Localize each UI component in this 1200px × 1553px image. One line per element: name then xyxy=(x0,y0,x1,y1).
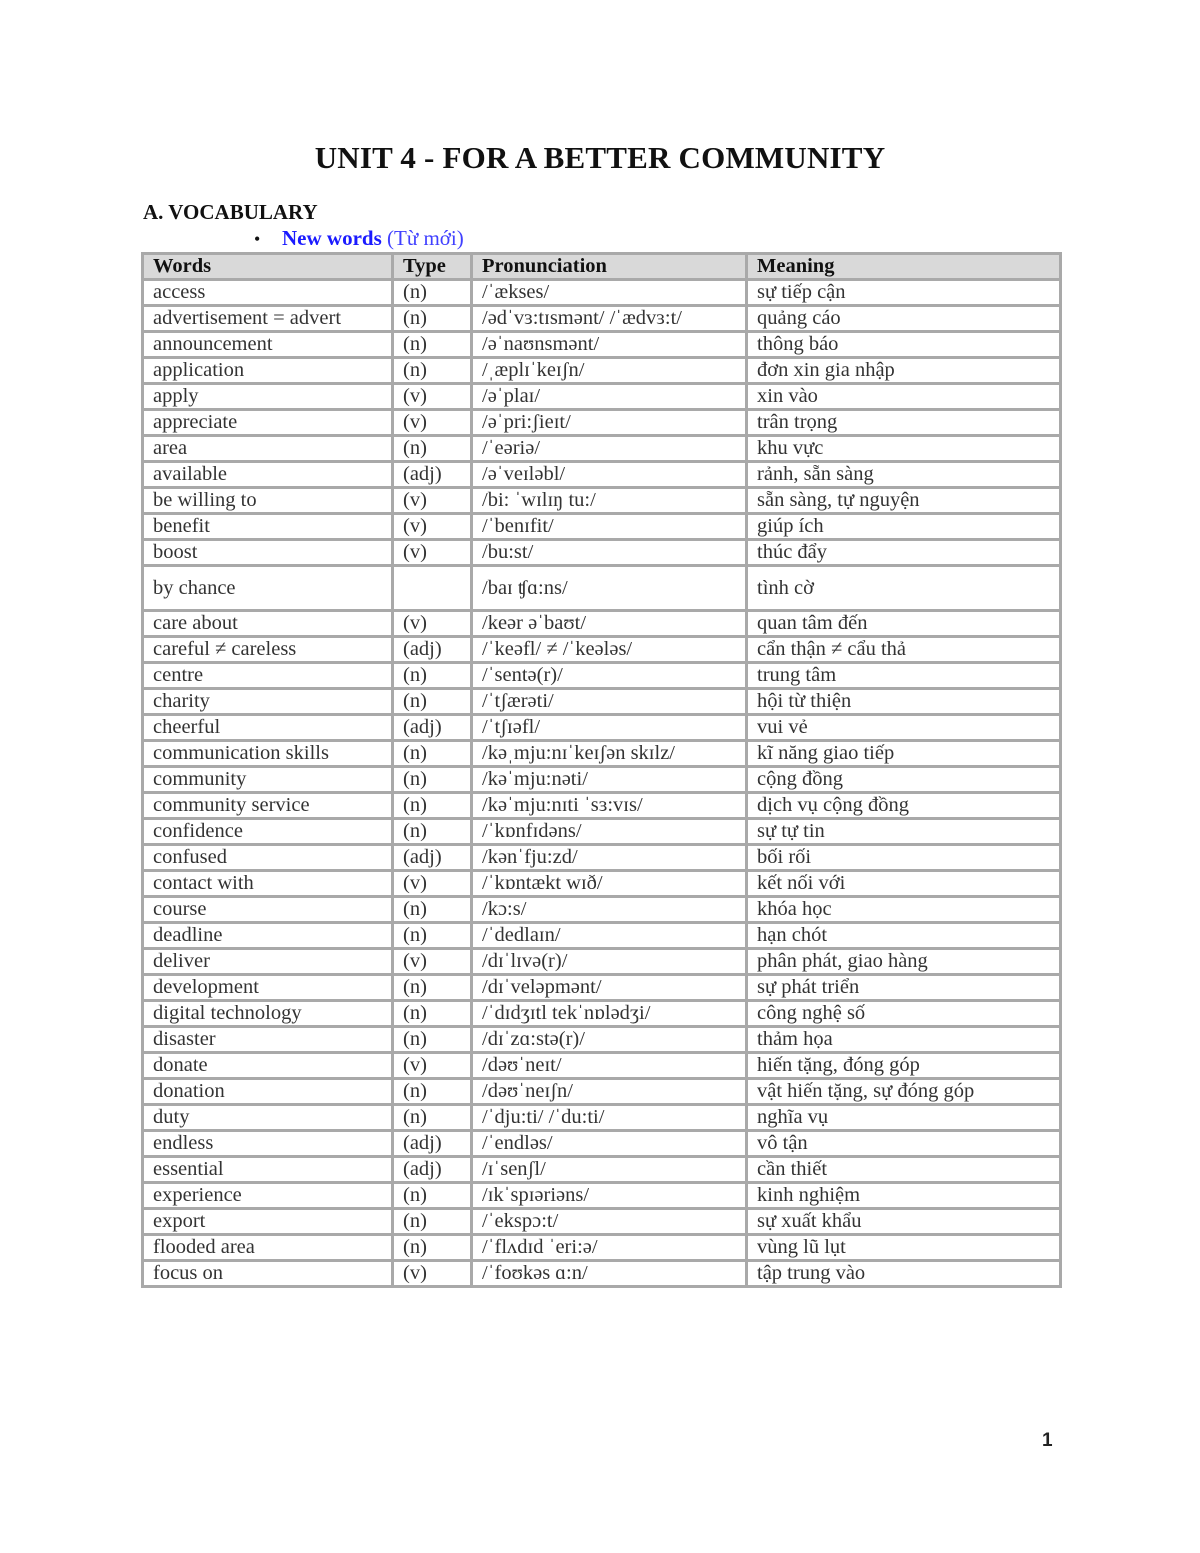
pronunciation-cell: /ˈdɪdʒɪtl tekˈnɒlədʒi/ xyxy=(472,1001,747,1027)
table-row xyxy=(143,384,1061,410)
table-row xyxy=(143,1209,1061,1235)
meaning-cell: thúc đẩy xyxy=(747,540,1061,566)
meaning-cell: đơn xin gia nhập xyxy=(747,358,1061,384)
pronunciation-cell: /ˈækses/ xyxy=(472,280,747,306)
meaning-cell: dịch vụ cộng đồng xyxy=(747,793,1061,819)
meaning-cell: cộng đồng xyxy=(747,767,1061,793)
word-cell: community service xyxy=(143,793,393,819)
word-cell: application xyxy=(143,358,393,384)
word-cell: benefit xyxy=(143,514,393,540)
pronunciation-cell: /bi: ˈwɪlɪŋ tu:/ xyxy=(472,488,747,514)
meaning-cell: kĩ năng giao tiếp xyxy=(747,741,1061,767)
bullet-icon: • xyxy=(254,229,261,249)
meaning-cell: vui vẻ xyxy=(747,715,1061,741)
table-row xyxy=(143,1027,1061,1053)
pronunciation-cell: /dəʊˈneɪt/ xyxy=(472,1053,747,1079)
word-cell: be willing to xyxy=(143,488,393,514)
pronunciation-cell: /ˈtʃærəti/ xyxy=(472,689,747,715)
word-cell: donate xyxy=(143,1053,393,1079)
pronunciation-cell: /dəʊˈneɪʃn/ xyxy=(472,1079,747,1105)
type-cell: (v) xyxy=(393,871,472,897)
word-cell: export xyxy=(143,1209,393,1235)
word-cell: apply xyxy=(143,384,393,410)
pronunciation-cell: /dɪˈlɪvə(r)/ xyxy=(472,949,747,975)
type-cell: (n) xyxy=(393,767,472,793)
meaning-cell: bối rối xyxy=(747,845,1061,871)
pronunciation-cell: /kəˈmju:nəti/ xyxy=(472,767,747,793)
pronunciation-cell: /əˈplaɪ/ xyxy=(472,384,747,410)
pronunciation-cell: /ˈflʌdɪd ˈeri:ə/ xyxy=(472,1235,747,1261)
table-row xyxy=(143,280,1061,306)
pronunciation-cell: /ˈbenɪfit/ xyxy=(472,514,747,540)
word-cell: development xyxy=(143,975,393,1001)
word-cell: course xyxy=(143,897,393,923)
type-cell: (adj) xyxy=(393,1157,472,1183)
pronunciation-cell: /ˈendləs/ xyxy=(472,1131,747,1157)
meaning-cell: quan tâm đến xyxy=(747,611,1061,637)
meaning-cell: vật hiến tặng, sự đóng góp xyxy=(747,1079,1061,1105)
pronunciation-cell: /ˈekspɔ:t/ xyxy=(472,1209,747,1235)
meaning-cell: cần thiết xyxy=(747,1157,1061,1183)
pronunciation-cell: /dɪˈveləpmənt/ xyxy=(472,975,747,1001)
word-cell: contact with xyxy=(143,871,393,897)
word-cell: experience xyxy=(143,1183,393,1209)
meaning-cell: vô tận xyxy=(747,1131,1061,1157)
page-title: UNIT 4 - FOR A BETTER COMMUNITY xyxy=(314,140,886,175)
type-cell: (adj) xyxy=(393,637,472,663)
table-row xyxy=(143,1261,1061,1287)
type-cell xyxy=(393,566,472,611)
header-pronunciation: Pronunciation xyxy=(472,254,747,280)
meaning-cell: kinh nghiệm xyxy=(747,1183,1061,1209)
type-cell: (n) xyxy=(393,1079,472,1105)
pronunciation-cell: /əˈnaʊnsmənt/ xyxy=(472,332,747,358)
table-row xyxy=(143,488,1061,514)
word-cell: duty xyxy=(143,1105,393,1131)
table-row xyxy=(143,1053,1061,1079)
word-cell: access xyxy=(143,280,393,306)
pronunciation-cell: /ˈfoʊkəs ɑ:n/ xyxy=(472,1261,747,1287)
meaning-cell: vùng lũ lụt xyxy=(747,1235,1061,1261)
meaning-cell: giúp ích xyxy=(747,514,1061,540)
word-cell: available xyxy=(143,462,393,488)
table-row xyxy=(143,1105,1061,1131)
table-row xyxy=(143,819,1061,845)
word-cell: by chance xyxy=(143,566,393,611)
type-cell: (n) xyxy=(393,358,472,384)
word-cell: focus on xyxy=(143,1261,393,1287)
word-cell: deliver xyxy=(143,949,393,975)
table-row xyxy=(143,637,1061,663)
type-cell: (n) xyxy=(393,689,472,715)
word-cell: boost xyxy=(143,540,393,566)
type-cell: (v) xyxy=(393,488,472,514)
word-cell: centre xyxy=(143,663,393,689)
word-cell: endless xyxy=(143,1131,393,1157)
table-row xyxy=(143,949,1061,975)
word-cell: flooded area xyxy=(143,1235,393,1261)
pronunciation-cell: /kənˈfju:zd/ xyxy=(472,845,747,871)
table-row xyxy=(143,767,1061,793)
type-cell: (n) xyxy=(393,436,472,462)
vocabulary-table-body xyxy=(143,280,1061,1287)
type-cell: (adj) xyxy=(393,715,472,741)
word-cell: careful ≠ careless xyxy=(143,637,393,663)
word-cell: disaster xyxy=(143,1027,393,1053)
word-cell: communication skills xyxy=(143,741,393,767)
meaning-cell: sự phát triển xyxy=(747,975,1061,1001)
pronunciation-cell: /əˈveɪləbl/ xyxy=(472,462,747,488)
meaning-cell: khóa học xyxy=(747,897,1061,923)
pronunciation-cell: /ˈdedlaɪn/ xyxy=(472,923,747,949)
table-row xyxy=(143,793,1061,819)
pronunciation-cell: /ˌæplɪˈkeɪʃn/ xyxy=(472,358,747,384)
pronunciation-cell: /ˈkeəfl/ ≠ /ˈkeələs/ xyxy=(472,637,747,663)
meaning-cell: sẵn sàng, tự nguyện xyxy=(747,488,1061,514)
meaning-cell: nghĩa vụ xyxy=(747,1105,1061,1131)
pronunciation-cell: /ˈkɒnfɪdəns/ xyxy=(472,819,747,845)
meaning-cell: phân phát, giao hàng xyxy=(747,949,1061,975)
type-cell: (n) xyxy=(393,923,472,949)
pronunciation-cell: /ˈtʃɪəfl/ xyxy=(472,715,747,741)
table-row xyxy=(143,845,1061,871)
meaning-cell: thảm họa xyxy=(747,1027,1061,1053)
word-cell: confused xyxy=(143,845,393,871)
meaning-cell: hiến tặng, đóng góp xyxy=(747,1053,1061,1079)
type-cell: (n) xyxy=(393,306,472,332)
table-row xyxy=(143,897,1061,923)
table-row xyxy=(143,663,1061,689)
pronunciation-cell: /dɪˈzɑ:stə(r)/ xyxy=(472,1027,747,1053)
table-row xyxy=(143,611,1061,637)
meaning-cell: rảnh, sẵn sàng xyxy=(747,462,1061,488)
type-cell: (n) xyxy=(393,1105,472,1131)
word-cell: area xyxy=(143,436,393,462)
table-row xyxy=(143,689,1061,715)
new-words-translation: (Từ mới) xyxy=(387,226,464,250)
new-words-label: New words xyxy=(282,226,382,250)
table-row xyxy=(143,332,1061,358)
word-cell: cheerful xyxy=(143,715,393,741)
type-cell: (n) xyxy=(393,1183,472,1209)
type-cell: (n) xyxy=(393,819,472,845)
word-cell: deadline xyxy=(143,923,393,949)
type-cell: (v) xyxy=(393,611,472,637)
type-cell: (v) xyxy=(393,540,472,566)
header-meaning: Meaning xyxy=(747,254,1061,280)
meaning-cell: sự xuất khẩu xyxy=(747,1209,1061,1235)
meaning-cell: trân trọng xyxy=(747,410,1061,436)
word-cell: charity xyxy=(143,689,393,715)
meaning-cell: cẩn thận ≠ cẩu thả xyxy=(747,637,1061,663)
pronunciation-cell: /ˈeəriə/ xyxy=(472,436,747,462)
table-row xyxy=(143,1001,1061,1027)
pronunciation-cell: /kəˌmju:nɪˈkeɪʃən skɪlz/ xyxy=(472,741,747,767)
word-cell: community xyxy=(143,767,393,793)
meaning-cell: hạn chót xyxy=(747,923,1061,949)
table-row xyxy=(143,1235,1061,1261)
pronunciation-cell: /ədˈvɜ:tɪsmənt/ /ˈædvɜ:t/ xyxy=(472,306,747,332)
pronunciation-cell: /ˈkɒntækt wɪð/ xyxy=(472,871,747,897)
pronunciation-cell: /əˈpri:ʃieɪt/ xyxy=(472,410,747,436)
type-cell: (n) xyxy=(393,1235,472,1261)
type-cell: (n) xyxy=(393,897,472,923)
type-cell: (n) xyxy=(393,1027,472,1053)
type-cell: (n) xyxy=(393,741,472,767)
word-cell: digital technology xyxy=(143,1001,393,1027)
table-row xyxy=(143,514,1061,540)
table-row xyxy=(143,715,1061,741)
type-cell: (n) xyxy=(393,332,472,358)
type-cell: (v) xyxy=(393,949,472,975)
word-cell: appreciate xyxy=(143,410,393,436)
table-row xyxy=(143,923,1061,949)
meaning-cell: quảng cáo xyxy=(747,306,1061,332)
table-header-row xyxy=(143,254,1061,280)
table-row xyxy=(143,871,1061,897)
new-words-bullet xyxy=(254,226,464,251)
meaning-cell: tình cờ xyxy=(747,566,1061,611)
word-cell: announcement xyxy=(143,332,393,358)
type-cell: (adj) xyxy=(393,1131,472,1157)
meaning-cell: sự tiếp cận xyxy=(747,280,1061,306)
table-row xyxy=(143,462,1061,488)
pronunciation-cell: /ɪkˈspɪəriəns/ xyxy=(472,1183,747,1209)
type-cell: (n) xyxy=(393,975,472,1001)
table-row xyxy=(143,1157,1061,1183)
header-words: Words xyxy=(143,254,393,280)
page-number: 1 xyxy=(1042,1430,1053,1451)
type-cell: (n) xyxy=(393,663,472,689)
table-row xyxy=(143,540,1061,566)
word-cell: advertisement = advert xyxy=(143,306,393,332)
meaning-cell: xin vào xyxy=(747,384,1061,410)
word-cell: essential xyxy=(143,1157,393,1183)
table-row xyxy=(143,410,1061,436)
type-cell: (v) xyxy=(393,410,472,436)
pronunciation-cell: /bu:st/ xyxy=(472,540,747,566)
word-cell: care about xyxy=(143,611,393,637)
pronunciation-cell: /ˈdju:ti/ /ˈdu:ti/ xyxy=(472,1105,747,1131)
pronunciation-cell: /kəˈmju:nɪti ˈsɜ:vɪs/ xyxy=(472,793,747,819)
table-row xyxy=(143,1183,1061,1209)
meaning-cell: hội từ thiện xyxy=(747,689,1061,715)
table-row xyxy=(143,975,1061,1001)
pronunciation-cell: /ˈsentə(r)/ xyxy=(472,663,747,689)
type-cell: (v) xyxy=(393,1053,472,1079)
type-cell: (v) xyxy=(393,1261,472,1287)
type-cell: (adj) xyxy=(393,462,472,488)
meaning-cell: công nghệ số xyxy=(747,1001,1061,1027)
meaning-cell: khu vực xyxy=(747,436,1061,462)
section-heading: A. VOCABULARY xyxy=(143,200,318,224)
meaning-cell: thông báo xyxy=(747,332,1061,358)
pronunciation-cell: /kɔ:s/ xyxy=(472,897,747,923)
table-row xyxy=(143,566,1061,611)
meaning-cell: sự tự tin xyxy=(747,819,1061,845)
table-row xyxy=(143,741,1061,767)
word-cell: donation xyxy=(143,1079,393,1105)
pronunciation-cell: /keər əˈbaʊt/ xyxy=(472,611,747,637)
type-cell: (n) xyxy=(393,1209,472,1235)
pronunciation-cell: /ɪˈsenʃl/ xyxy=(472,1157,747,1183)
header-type: Type xyxy=(393,254,472,280)
type-cell: (n) xyxy=(393,1001,472,1027)
meaning-cell: kết nối với xyxy=(747,871,1061,897)
meaning-cell: tập trung vào xyxy=(747,1261,1061,1287)
table-row xyxy=(143,306,1061,332)
table-row xyxy=(143,358,1061,384)
meaning-cell: trung tâm xyxy=(747,663,1061,689)
table-row xyxy=(143,1131,1061,1157)
type-cell: (v) xyxy=(393,384,472,410)
type-cell: (v) xyxy=(393,514,472,540)
word-cell: confidence xyxy=(143,819,393,845)
type-cell: (n) xyxy=(393,280,472,306)
type-cell: (n) xyxy=(393,793,472,819)
pronunciation-cell: /baɪ ʧɑ:ns/ xyxy=(472,566,747,611)
vocabulary-table xyxy=(141,252,1062,1288)
table-row xyxy=(143,436,1061,462)
table-row xyxy=(143,1079,1061,1105)
type-cell: (adj) xyxy=(393,845,472,871)
